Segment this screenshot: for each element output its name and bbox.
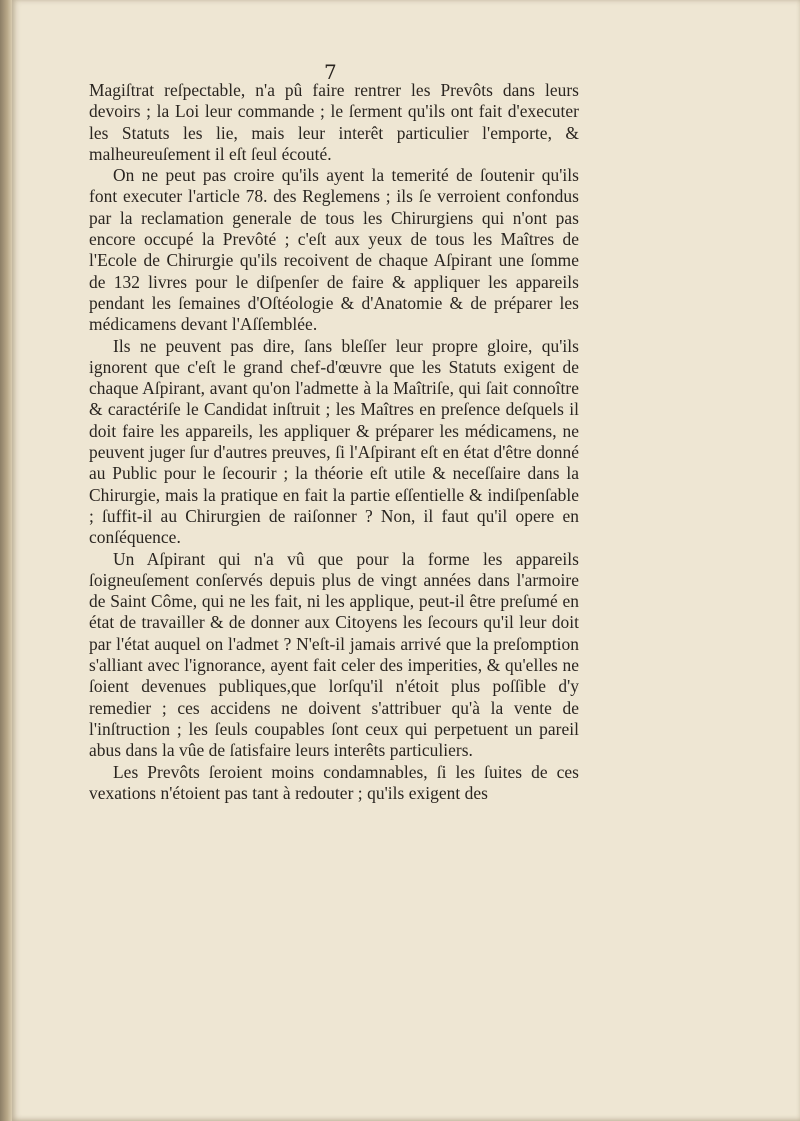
paragraph: Les Prevôts ſeroient moins condamnables, ſi les ſuites de ces vexations n'étoient pas tant à redouter ; qu'ils exigent des (89, 761, 579, 803)
book-gutter (0, 0, 12, 1121)
paragraph: Magiſtrat reſpectable, n'a pû faire rentrer les Prevôts dans leurs devoirs ; la Loi leur commande ; le ſerment qu'ils ont fait d'executer les Statuts les lie, mais leur interêt particulier l'emporte, & malheureuſement il eſt ſeul écouté. (89, 80, 579, 164)
book-page (12, 0, 800, 1121)
body-text (89, 80, 579, 804)
paragraph: Un Aſpirant qui n'a vû que pour la forme les appareils ſoigneuſement conſervés depuis plus de vingt années dans l'armoire de Saint Côme, qui ne les fait, ni les applique, peut-il être preſumé en état de travailler & de donner aux Citoyens les ſecours qu'il leur doit par l'état auquel on l'admet ? N'eſt-il jamais arrivé que la preſomption s'alliant avec l'ignorance, ayent fait celer des imperities, & qu'elles ne ſoient devenues publiques,que lorſqu'il n'étoit plus poſſible d'y remedier ; ces accidens ne doivent s'attribuer qu'à la vente de l'inſtruction ; les ſeuls coupables ſont ceux qui perpetuent un pareil abus dans la vûe de ſatisfaire leurs interêts particuliers. (89, 548, 579, 761)
page-number: 7 (324, 60, 337, 84)
paragraph: On ne peut pas croire qu'ils ayent la temerité de ſoutenir qu'ils font executer l'article 78. des Reglemens ; ils ſe verroient confondus par la reclamation generale de tous les Chirurgiens qui n'ont pas encore occupé la Prevôté ; c'eſt aux yeux de tous les Maîtres de l'Ecole de Chirurgie qu'ils recoivent de chaque Aſpirant une ſomme de 132 livres pour le diſpenſer de faire & appliquer les appareils pendant les ſemaines d'Oſtéologie & d'Anatomie & de préparer les médicamens devant l'Aſſemblée. (89, 165, 579, 335)
paragraph: Ils ne peuvent pas dire, ſans bleſſer leur propre gloire, qu'ils ignorent que c'eſt le grand chef-d'œuvre que les Statuts exigent de chaque Aſpirant, avant qu'on l'admette à la Maîtriſe, qui ſait connoître & caractériſe le Candidat inſtruit ; les Maîtres en preſence deſquels il doit faire les appareils, les appliquer & préparer les médicamens, ne peuvent juger ſur d'autres preuves, ſi l'Aſpirant eſt en état d'être donné au Public pour le ſecourir ; la théorie eſt utile & neceſſaire dans la Chirurgie, mais la pratique en fait la partie eſſentielle & indiſpenſable ; ſuffit-il au Chirurgien de raiſonner ? Non, il faut qu'il opere en conſéquence. (89, 335, 579, 548)
